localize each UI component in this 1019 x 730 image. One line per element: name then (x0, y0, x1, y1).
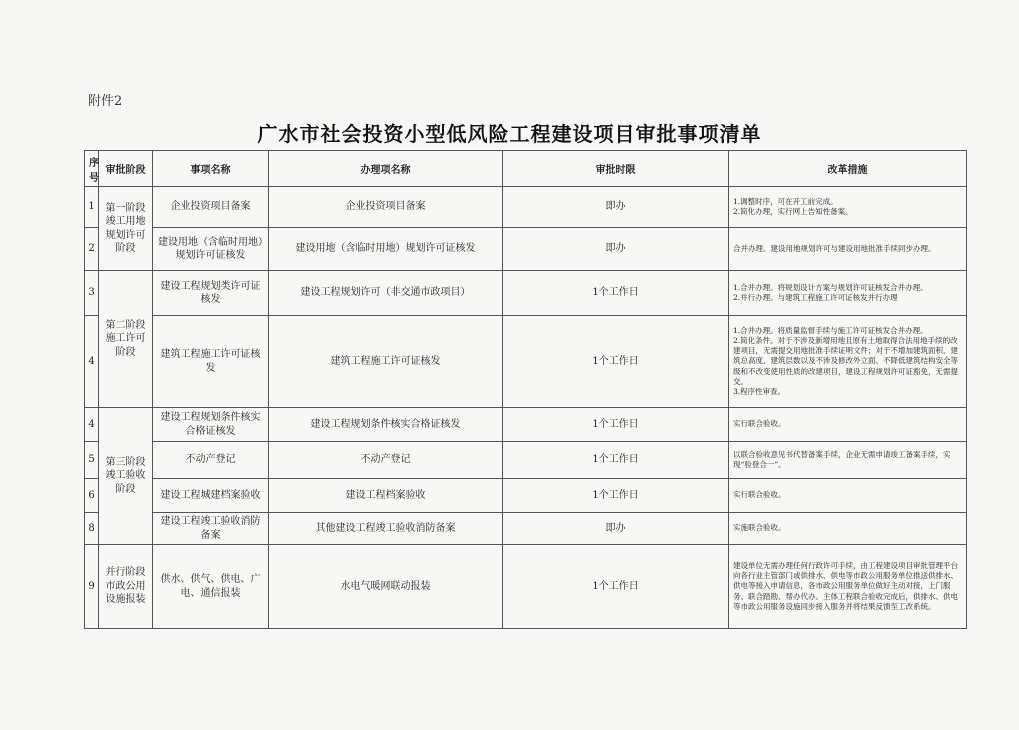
row-no: 1 (85, 187, 99, 228)
table-row (85, 316, 967, 408)
stage-4-cell: 并行阶段市政公用设施报装 (99, 545, 153, 629)
header-proc: 办理项名称 (269, 151, 503, 187)
row-no: 5 (85, 442, 99, 479)
reform-line: 1.合并办理。将规划设计方案与规划许可证核发合并办理。 (733, 282, 928, 292)
reform-line: 建设单位无需办理任何行政许可手续，由工程建设项目审批管理平台向各行业主管部门或供排水、供电等市政公用服务单位推送供排水、供电等接入申请信息，各市政公用服务单位做好主动对接，上门服务、联合踏勘、帮办代办。主体工程联合验收完成后，供排水、供电等市政公用服务设施同步接入服务并将结果反馈至工改系统。 (733, 561, 958, 611)
approval-time: 1个工作日 (503, 442, 729, 479)
header-no: 序号 (85, 151, 99, 187)
item-name: 供水、供气、供电、广电、通信报装 (153, 545, 269, 629)
item-name: 企业投资项目备案 (153, 187, 269, 228)
table-row (85, 442, 967, 479)
table-row (85, 187, 967, 228)
table-row (85, 228, 967, 271)
reform-line: 2.并行办理。与建筑工程施工许可证核发并行办理 (733, 293, 898, 302)
stage-3-cell: 第三阶段竣工验收阶段 (99, 408, 153, 545)
proc-name: 建设工程规划许可（非交通市政项目） (269, 271, 503, 316)
approval-time: 1个工作日 (503, 408, 729, 442)
reform-line: 1.调整时序，可在开工前完成。 (733, 196, 838, 206)
stage-1-cell: 第一阶段竣工用地规划许可阶段 (99, 187, 153, 271)
reform-measures (729, 545, 967, 629)
row-no: 6 (85, 479, 99, 513)
reform-measures (729, 228, 967, 271)
row-no: 4 (85, 316, 99, 408)
reform-line: 2.简化条件。对于不涉及新增用地且原有土地取得合法用地手续的改建项目，无需提交用地批准手续证明文件；对于不增加建筑面积、建筑总高度、建筑层数以及不涉及修改外立面、不降低建筑结构安全等级和不改变使用性质的改建项目，建设工程规划许可证豁免，无需提交。 (733, 336, 958, 386)
row-no: 2 (85, 228, 99, 271)
approval-time: 1个工作日 (503, 271, 729, 316)
reform-measures (729, 316, 967, 408)
approval-items-table (84, 150, 967, 629)
approval-time: 即办 (503, 187, 729, 228)
approval-time: 即办 (503, 513, 729, 545)
approval-time: 1个工作日 (503, 316, 729, 408)
reform-measures (729, 408, 967, 442)
reform-measures (729, 513, 967, 545)
table-row (85, 479, 967, 513)
item-name: 建设工程竣工验收消防备案 (153, 513, 269, 545)
reform-measures (729, 187, 967, 228)
reform-line: 实施联合验收。 (733, 523, 786, 533)
reform-line: 以联合验收意见书代替备案手续，企业无需申请竣工备案手续，实现“验登合一”。 (733, 449, 951, 469)
row-no: 9 (85, 545, 99, 629)
reform-line: 2.简化办理，实行网上告知性备案。 (733, 207, 853, 216)
item-name: 建设工程规划类许可证核发 (153, 271, 269, 316)
header-time: 审批时限 (503, 151, 729, 187)
proc-name: 其他建设工程竣工验收消防备案 (269, 513, 503, 545)
proc-name: 企业投资项目备案 (269, 187, 503, 228)
reform-measures (729, 271, 967, 316)
row-no: 8 (85, 513, 99, 545)
table-row (85, 271, 967, 316)
reform-line: 合并办理。建设用地规划许可与建设用地批准手续同步办理。 (733, 243, 936, 253)
proc-name: 建设用地（含临时用地）规划许可证核发 (269, 228, 503, 271)
row-no: 4 (85, 408, 99, 442)
item-name: 建设用地（含临时用地）规划许可证核发 (153, 228, 269, 271)
proc-name: 建设工程规划条件核实合格证核发 (269, 408, 503, 442)
reform-measures (729, 479, 967, 513)
approval-time: 1个工作日 (503, 545, 729, 629)
proc-name: 水电气暖网联动报装 (269, 545, 503, 629)
row-no: 3 (85, 271, 99, 316)
header-stage: 审批阶段 (99, 151, 153, 187)
item-name: 建设工程规划条件核实合格证核发 (153, 408, 269, 442)
approval-time: 即办 (503, 228, 729, 271)
table-row (85, 513, 967, 545)
attachment-label: 附件2 (88, 94, 123, 109)
item-name: 不动产登记 (153, 442, 269, 479)
table-row (85, 408, 967, 442)
proc-name: 建筑工程施工许可证核发 (269, 316, 503, 408)
reform-line: 实行联合验收。 (733, 490, 786, 500)
header-item: 事项名称 (153, 151, 269, 187)
item-name: 建设工程城建档案验收 (153, 479, 269, 513)
reform-line: 1.合并办理。将质量监督手续与施工许可证核发合并办理。 (733, 326, 928, 336)
proc-name: 不动产登记 (269, 442, 503, 479)
table-row (85, 545, 967, 629)
table-header-row (85, 151, 967, 187)
header-reform: 改革措施 (729, 151, 967, 187)
reform-line: 3.程序性审查。 (733, 386, 786, 396)
item-name: 建筑工程施工许可证核发 (153, 316, 269, 408)
proc-name: 建设工程档案验收 (269, 479, 503, 513)
document-title: 广水市社会投资小型低风险工程建设项目审批事项清单 (257, 122, 762, 146)
stage-2-cell: 第二阶段施工许可阶段 (99, 271, 153, 408)
reform-line: 实行联合验收。 (733, 419, 786, 429)
approval-time: 1个工作日 (503, 479, 729, 513)
reform-measures (729, 442, 967, 479)
